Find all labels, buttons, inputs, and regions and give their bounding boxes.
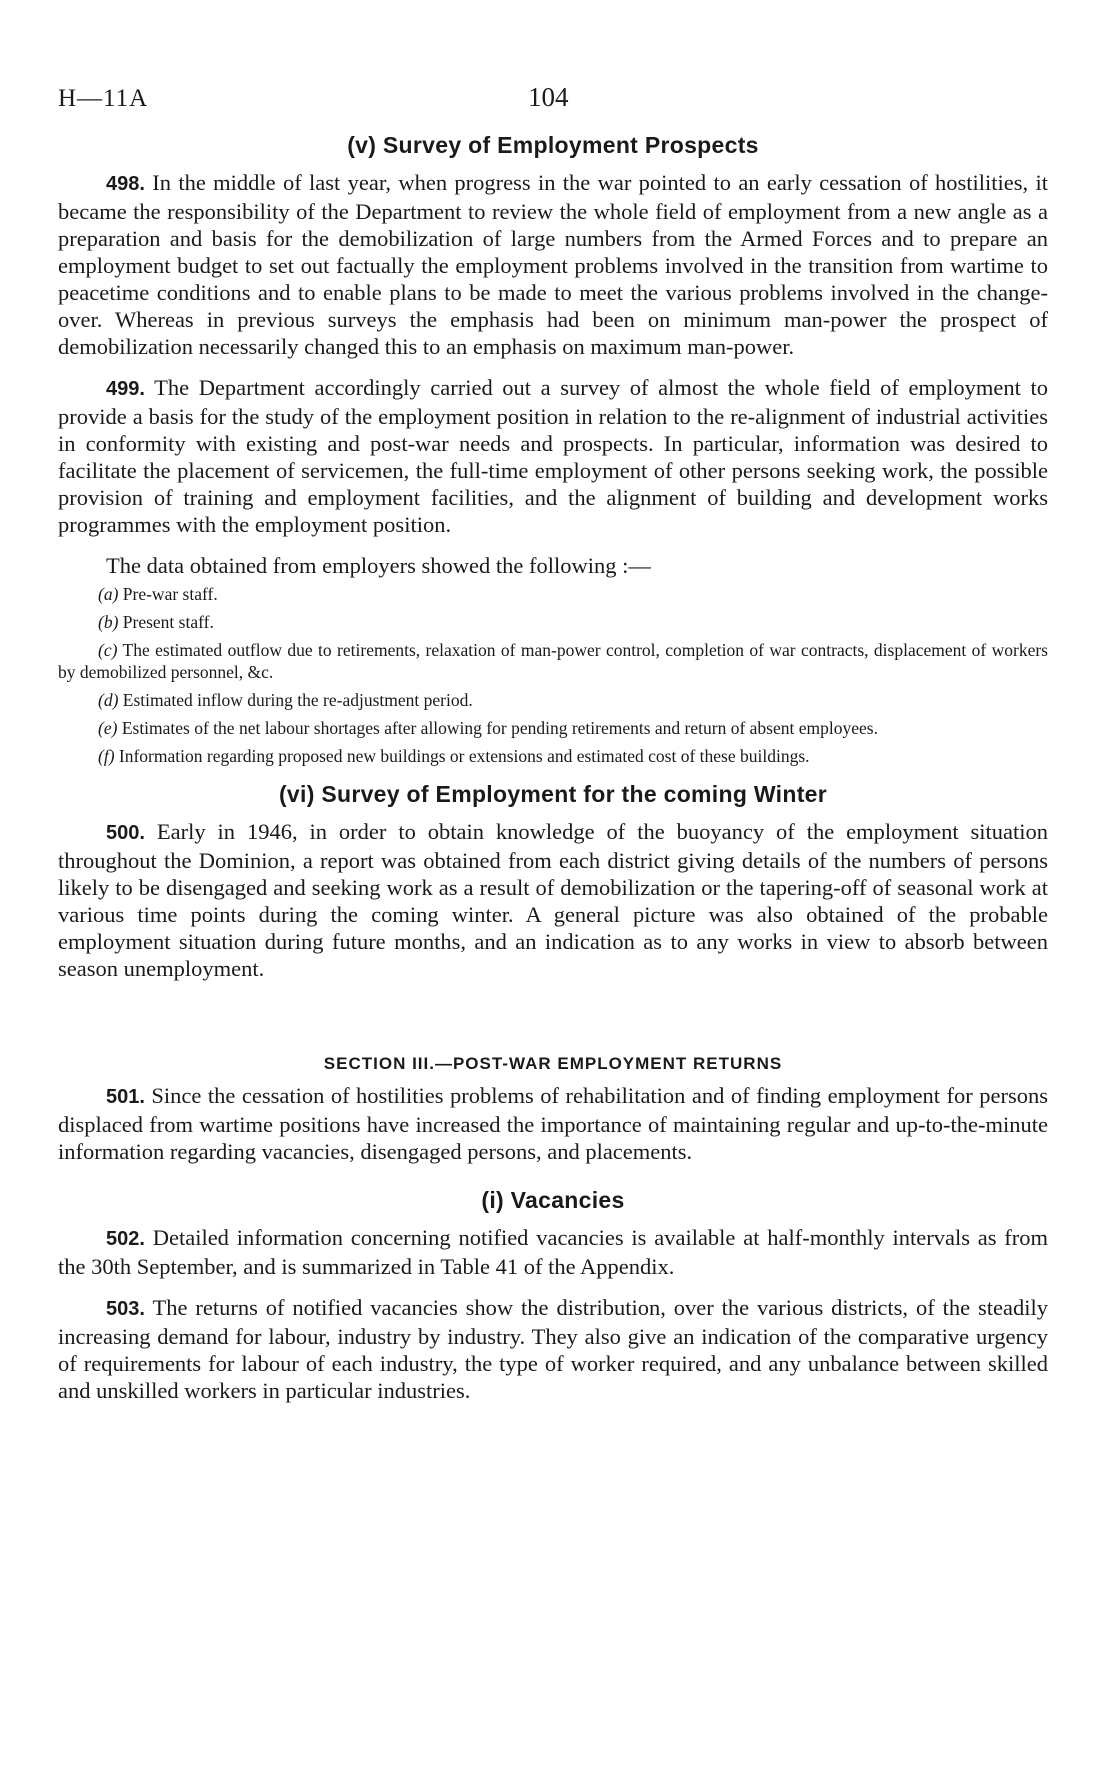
paragraph-number: 502. bbox=[106, 1228, 145, 1250]
heading-vacancies: (i) Vacancies bbox=[481, 1187, 625, 1213]
list-item-label: (b) bbox=[98, 612, 119, 632]
list-item bbox=[58, 639, 1048, 683]
paragraph-503 bbox=[58, 1294, 1048, 1404]
paragraph-499 bbox=[58, 374, 1048, 538]
paragraph-text: Since the cessation of hostilities problems of rehabilitation and of finding employment for persons displaced from wartime positions have increased the importance of maintaining regular and up-to-the-minute information regarding vacancies, disengaged persons, and placements. bbox=[58, 1083, 1048, 1164]
paragraph-text: Detailed information concerning notified vacancies is available at half-monthly intervals as from the 30th September, and is summarized in Table 41 of the Appendix. bbox=[58, 1225, 1048, 1279]
list-item-text: The estimated outflow due to retirements, relaxation of man-power control, completion of war contracts, displacement of workers by demobilized personnel, &c. bbox=[58, 640, 1048, 682]
section-iii-heading: SECTION III.—POST-WAR EMPLOYMENT RETURNS bbox=[323, 1054, 783, 1073]
list-item-label: (f) bbox=[98, 746, 115, 766]
document-page bbox=[58, 82, 1048, 1404]
paragraph-text: In the middle of last year, when progress in the war pointed to an early cessation of hostilities, it became the responsibility of the Department to review the whole field of employment from a new angle as a preparation and basis for the demobilization of large numbers from the Armed Forces and to prepare an employment budget to set out factually the employment problems involved in the transition from wartime to peacetime conditions and to enable plans to be made to meet the various problems involved in the change-over. Whereas in previous surveys the emphasis had been on minimum man-power the prospect of demobilization necessarily changed this to an emphasis on maximum man-power. bbox=[58, 170, 1048, 359]
data-intro: The data obtained from employers showed the following :— bbox=[106, 553, 651, 578]
list-item-label: (a) bbox=[98, 584, 119, 604]
list-item-text: Estimated inflow during the re-adjustment period. bbox=[122, 690, 473, 710]
list-item-label: (c) bbox=[98, 640, 118, 660]
page-header bbox=[58, 82, 1048, 122]
list-item bbox=[58, 717, 1048, 739]
paragraph-number: 501. bbox=[106, 1086, 145, 1108]
heading-survey-employment-prospects: (v) Survey of Employment Prospects bbox=[347, 132, 759, 158]
paragraph-number: 499. bbox=[106, 378, 145, 400]
paragraph-text: Early in 1946, in order to obtain knowledge of the buoyancy of the employment situation throughout the Dominion, a report was obtained from each district giving details of the numbers of persons likely to be disengaged and seeking work as a result of demobilization or the tapering-off of seasonal work at various time points during the coming winter. A general picture was also obtained of the probable employment situation during future months, and an indication as to any works in view to absorb between season unemployment. bbox=[58, 819, 1049, 981]
list-item bbox=[58, 583, 1048, 605]
paragraph-text: The Department accordingly carried out a survey of almost the whole field of employment to provide a basis for the study of the employment position in relation to the re-alignment of industrial activities in conformity with existing and post-war needs and prospects. In particular, information was desired to facilitate the placement of servicemen, the full-time employment of other persons seeking work, the possible provision of training and employment facilities, and the alignment of building and development works programmes with the employment position. bbox=[58, 375, 1049, 537]
list-item bbox=[58, 611, 1048, 633]
paragraph-500 bbox=[58, 818, 1048, 982]
paragraph-number: 503. bbox=[106, 1298, 145, 1320]
paragraph-number: 498. bbox=[106, 173, 145, 195]
list-item bbox=[58, 745, 1048, 767]
paragraph-number: 500. bbox=[106, 822, 145, 844]
list-item-label: (e) bbox=[98, 718, 118, 738]
document-reference: H—11A bbox=[58, 85, 149, 112]
paragraph-502 bbox=[58, 1224, 1048, 1280]
list-item-text: Estimates of the net labour shortages after allowing for pending retirements and return of absent employees. bbox=[121, 718, 878, 738]
list-item-text: Present staff. bbox=[122, 612, 214, 632]
list-item-text: Pre-war staff. bbox=[122, 584, 218, 604]
employer-data-list bbox=[58, 583, 1048, 767]
list-item-text: Information regarding proposed new buildings or extensions and estimated cost of these buildings. bbox=[118, 746, 810, 766]
heading-survey-coming-winter: (vi) Survey of Employment for the coming Winter bbox=[278, 781, 828, 807]
page-number: 104 bbox=[528, 82, 569, 112]
paragraph-498 bbox=[58, 169, 1048, 360]
paragraph-text: The returns of notified vacancies show the distribution, over the various districts, of the steadily increasing demand for labour, industry by industry. They also give an indication of the comparative urgency of requirements for labour of each industry, the type of worker required, and any unbalance between skilled and unskilled workers in particular industries. bbox=[58, 1295, 1048, 1403]
list-item bbox=[58, 689, 1048, 711]
list-item-label: (d) bbox=[98, 690, 119, 710]
paragraph-501 bbox=[58, 1082, 1048, 1165]
